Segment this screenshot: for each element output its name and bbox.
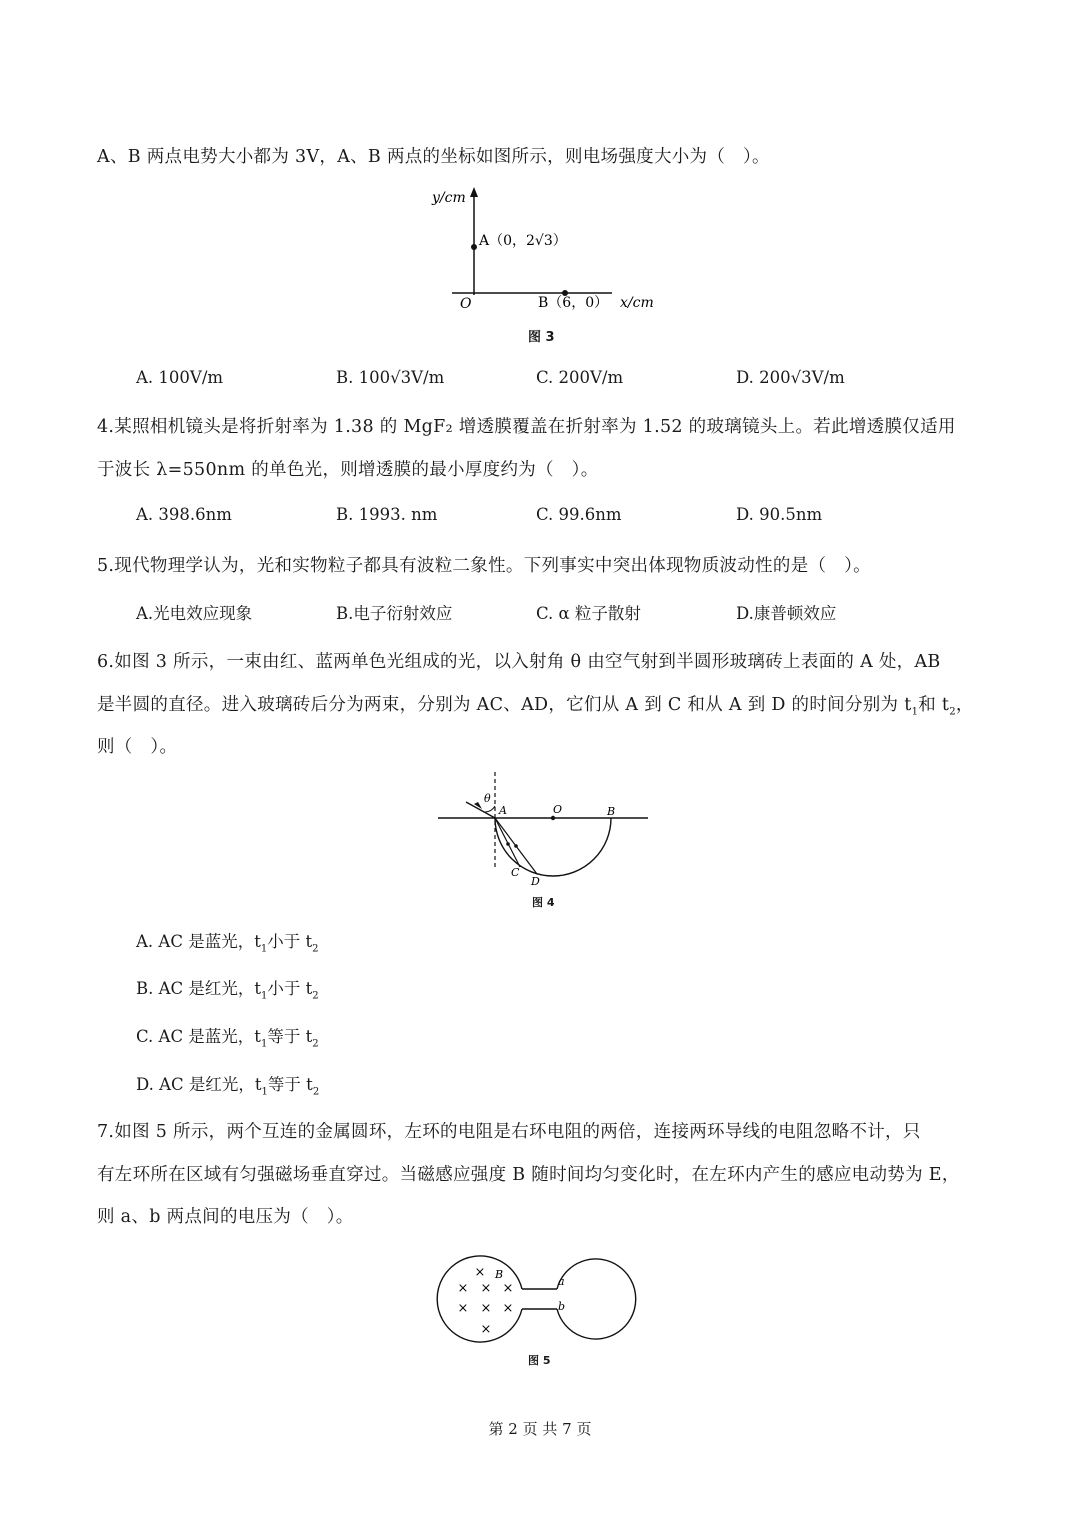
q3-option-d: D. 200√3V/m [736,368,845,387]
q3-y-label: y/cm [432,190,466,206]
q7-b-label: B [495,1268,504,1281]
q5-option-a: A.光电效应现象 [136,604,253,623]
cross-icon: × [474,1265,486,1280]
cross-icon: × [480,1281,492,1296]
q4-stem-line1: 4.某照相机镜头是将折射率为 1.38 的 MgF₂ 增透膜覆盖在折射率为 1.52 的玻璃镜头上。若此增透膜仅适用 [97,417,956,437]
q6-b-label: B [607,805,616,818]
q4-stem-line2: 于波长 λ=550nm 的单色光，则增透膜的最小厚度约为（ ）。 [97,460,599,480]
q4-option-c: C. 99.6nm [536,505,622,524]
q3-stem: A、B 两点电势大小都为 3V，A、B 两点的坐标如图所示，则电场强度大小为（ ）。 [97,147,770,167]
q5-option-d: D.康普顿效应 [736,604,837,623]
q6-option-a: A. AC 是蓝光，$t_1$小于 $t_2$ [136,932,319,955]
q6-figure [436,768,652,890]
q5-option-b: B.电子衍射效应 [336,604,453,623]
q6-stem-line1: 6.如图 3 所示，一束由红、蓝两单色光组成的光，以入射角 θ 由空气射到半圆形玻璃砖上表面的 A 处，AB [97,652,941,672]
q7-stem-line2: 有左环所在区域有匀强磁场垂直穿过。当磁感应强度 B 随时间均匀变化时，在左环内产生的感应电动势为 E， [97,1165,960,1185]
q3-point-a [471,244,477,250]
q6-a-label: A [499,804,507,817]
y-axis-arrow-icon [470,187,478,197]
q6-d-label: D [531,875,540,888]
q3-caption: 图 3 [528,330,555,345]
q3-origin-label: O [460,296,472,312]
cross-icon: × [457,1281,469,1296]
q6-c-label: C [511,866,520,879]
q7-caption: 图 5 [528,1354,551,1367]
q7-b-point-label: b [558,1300,566,1313]
q4-option-d: D. 90.5nm [736,505,823,524]
q4-option-a: A. 398.6nm [136,505,232,524]
q3-option-c: C. 200V/m [536,368,624,387]
q6-option-b: B. AC 是红光，$t_1$小于 $t_2$ [136,979,319,1002]
q6-o-label: O [553,803,563,816]
q5-option-c: C. α 粒子散射 [536,604,641,623]
q6-stem-line2: 是半圆的直径。进入玻璃砖后分为两束，分别为 AC、AD，它们从 A 到 C 和从 A 到 D 的时间分别为 $t_1$和 $t_2$， [97,695,974,718]
q3-option-a: A. 100V/m [136,368,224,387]
q6-stem-line3: 则（ ）。 [97,737,178,757]
cross-icon: × [457,1301,469,1316]
q6-caption: 图 4 [532,896,555,909]
q3-option-b: B. 100√3V/m [336,368,445,387]
cross-icon: × [480,1322,492,1337]
q6-option-d: D. AC 是红光，$t_1$等于 $t_2$ [136,1075,320,1098]
q5-stem: 5.现代物理学认为，光和实物粒子都具有波粒二象性。下列事实中突出体现物质波动性的是（ ）。 [97,556,871,576]
q6-option-c: C. AC 是蓝光，$t_1$等于 $t_2$ [136,1027,319,1050]
q7-stem-line1: 7.如图 5 所示，两个互连的金属圆环，左环的电阻是右环电阻的两倍，连接两环导线的电阻忽略不计，只 [97,1122,921,1142]
cross-icon: × [480,1301,492,1316]
q7-a-label: a [558,1275,565,1288]
q7-stem-line3: 则 a、b 两点间的电压为（ ）。 [97,1207,354,1227]
cross-icon: × [502,1301,514,1316]
q6-point-o [551,816,555,820]
cross-icon: × [502,1281,514,1296]
q7-figure [440,1256,640,1346]
q3-x-label: x/cm [620,295,654,311]
q3-point-a-label: A（0，2√3） [479,233,567,249]
page-footer: 第 2 页 共 7 页 [488,1420,592,1438]
q3-point-b-label: B（6，0） [538,295,609,311]
q4-option-b: B. 1993. nm [336,505,438,524]
q6-theta-label: θ [484,792,491,805]
q3-figure [430,185,670,325]
